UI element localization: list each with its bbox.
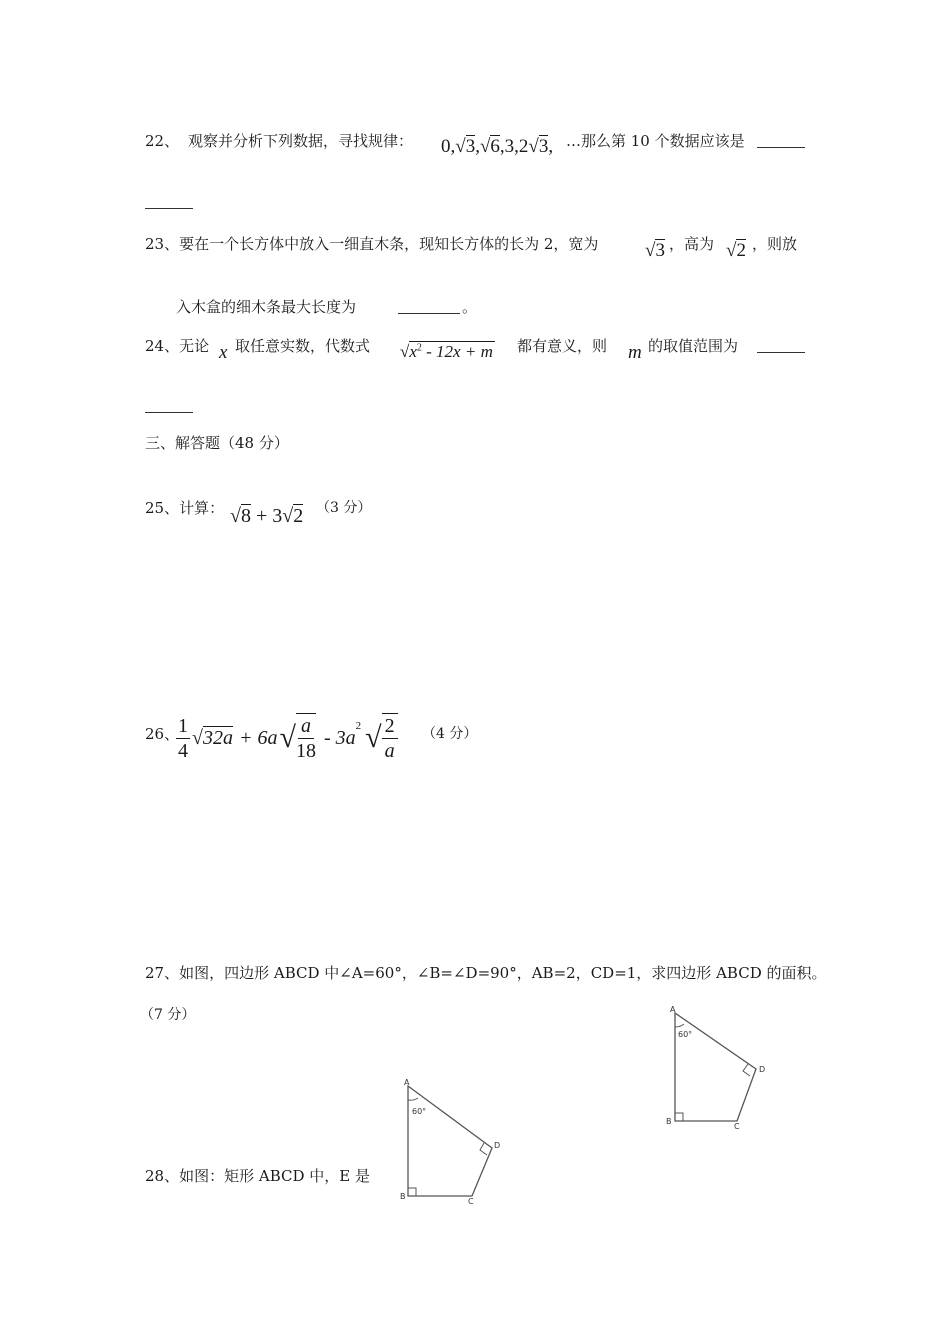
- q23-period: 。: [462, 298, 478, 316]
- angle-arc-a: [408, 1098, 418, 1100]
- label-c: C: [734, 1122, 740, 1131]
- label-b: B: [400, 1192, 406, 1201]
- q23-answer-blank[interactable]: [398, 313, 460, 314]
- right-angle-d: [480, 1143, 487, 1155]
- label-b: B: [666, 1117, 672, 1126]
- q24-var-m: m: [628, 342, 642, 363]
- q24-a: 24、无论: [145, 337, 210, 355]
- quadrilateral-figure-q27: [665, 1005, 785, 1135]
- q26-expression: 1 4 √ 32a + 6a √ a 18 - 3a $^2$ √ 2 a: [176, 708, 398, 768]
- q24-c: 都有意义，则: [517, 337, 608, 355]
- right-angle-d: [743, 1064, 750, 1076]
- q24-d: 的取值范围为: [648, 337, 739, 355]
- quadrilateral-figure-q28: [400, 1080, 520, 1210]
- figure-outline: [408, 1086, 492, 1196]
- q23-height: √2: [726, 240, 746, 261]
- q22-answer-blank-cont[interactable]: [145, 208, 193, 209]
- q25-expression: √8 + 3√2: [230, 505, 304, 527]
- q28-text: 28、如图：矩形 ABCD 中，E 是: [145, 1167, 370, 1185]
- q23-width: √3: [645, 240, 665, 261]
- label-angle: 60°: [412, 1107, 427, 1116]
- q27-line1: 27、如图，四边形 ABCD 中∠A=60°，∠B=∠D=90°，AB=2，CD=1，求四边形 ABCD 的面积。: [145, 964, 827, 982]
- angle-arc-a: [675, 1024, 684, 1027]
- label-a: A: [670, 1005, 676, 1014]
- q24-answer-blank-cont[interactable]: [145, 412, 193, 413]
- label-d: D: [494, 1141, 501, 1150]
- q23-line2: 入木盒的细木条最大长度为: [176, 298, 357, 316]
- label-d: D: [759, 1065, 766, 1074]
- label-angle: 60°: [678, 1030, 693, 1039]
- q26-score: （4 分）: [422, 726, 478, 742]
- q26-number: 26、: [145, 725, 180, 743]
- right-angle-b: [408, 1188, 416, 1196]
- q22-text: 观察并分析下列数据，寻找规律：: [188, 132, 414, 150]
- q23-line1: 23、要在一个长方体中放入一细直木条，现知长方体的长为 2，宽为: [145, 235, 599, 253]
- q23-end: ，则放: [752, 235, 798, 253]
- q27-line2: （7 分）: [140, 1007, 196, 1023]
- right-angle-b: [675, 1113, 683, 1121]
- q22-sequence: 0,√3,√6,3,2√3,: [441, 136, 554, 157]
- q22-number: 22、: [145, 132, 180, 150]
- section-heading: 三、解答题（48 分）: [145, 434, 289, 452]
- q22-answer-blank[interactable]: [757, 147, 805, 148]
- label-a: A: [404, 1078, 410, 1087]
- q24-answer-blank[interactable]: [757, 352, 805, 353]
- q25-score: （3 分）: [316, 500, 372, 516]
- q24-expression: $√x^2 - 12x + m$: [400, 342, 493, 361]
- q25-number: 25、计算：: [145, 499, 225, 517]
- q24-b: 取任意实数，代数式: [235, 337, 371, 355]
- q23-mid: ，高为: [669, 235, 715, 253]
- q22-tail: …那么第 10 个数据应该是: [566, 132, 745, 150]
- q24-var-x: x: [219, 342, 228, 363]
- label-c: C: [468, 1197, 474, 1206]
